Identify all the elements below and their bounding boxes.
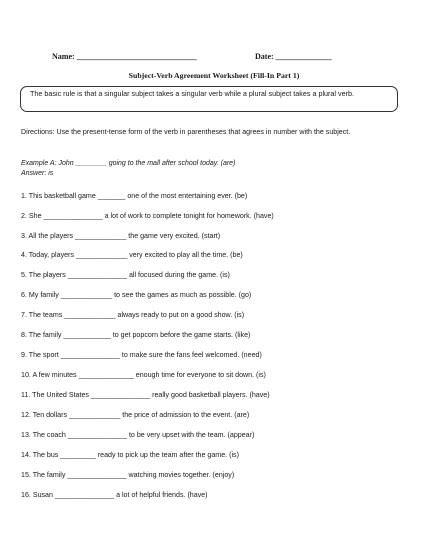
example-line: Example A: John ________ going to the mall after school today. (are)	[21, 160, 236, 167]
directions-text: Directions: Use the present-tense form of the verb in parentheses that agrees in number with the subject.	[21, 128, 351, 136]
question-item: 8. The family ____________ to get popcorn before the game starts. (like)	[21, 331, 251, 339]
example-block	[21, 159, 235, 178]
question-item: 14. The bus _________ ready to pick up the team after the game. (is)	[21, 451, 239, 459]
question-item: 7. The teams _____________ always ready to put on a good show. (is)	[21, 311, 245, 319]
question-item: 6. My family _____________ to see the games as much as possible. (go)	[21, 291, 252, 299]
question-item: 10. A few minutes ______________ enough time for everyone to sit down. (is)	[21, 371, 266, 379]
rule-box	[20, 86, 398, 112]
question-item: 1. This basketball game _______ one of the most entertaining ever. (be)	[21, 192, 248, 200]
question-item: 16. Susan _______________ a lot of helpful friends. (have)	[21, 491, 208, 499]
rule-text: The basic rule is that a singular subject takes a singular verb while a plural subject takes a plural verb.	[30, 89, 355, 98]
question-item: 2. She _______________ a lot of work to complete tonight for homework. (have)	[21, 212, 274, 220]
name-field-label: Name: ______________________________	[52, 52, 197, 61]
question-item: 15. The family _______________ watching movies together. (enjoy)	[21, 471, 235, 479]
question-item: 4. Today, players _____________ very excited to play all the time. (be)	[21, 251, 243, 259]
question-item: 3. All the players _____________ the game very excited. (start)	[21, 232, 221, 240]
question-item: 11. The United States _______________ really good basketball players. (have)	[21, 391, 270, 399]
example-answer: Answer: is	[21, 169, 54, 177]
question-item: 5. The players _______________ all focused during the game. (is)	[21, 271, 230, 279]
question-item: 9. The sport _______________ to make sure the fans feel welcomed. (need)	[21, 351, 262, 359]
worksheet-title: Subject-Verb Agreement Worksheet (Fill-In Part 1)	[128, 71, 300, 80]
date-field-label: Date: ______________	[255, 52, 332, 61]
question-item: 12. Ten dollars _____________ the price of admission to the event. (are)	[21, 411, 250, 419]
question-item: 13. The coach _______________ to be very upset with the team. (appear)	[21, 431, 255, 439]
